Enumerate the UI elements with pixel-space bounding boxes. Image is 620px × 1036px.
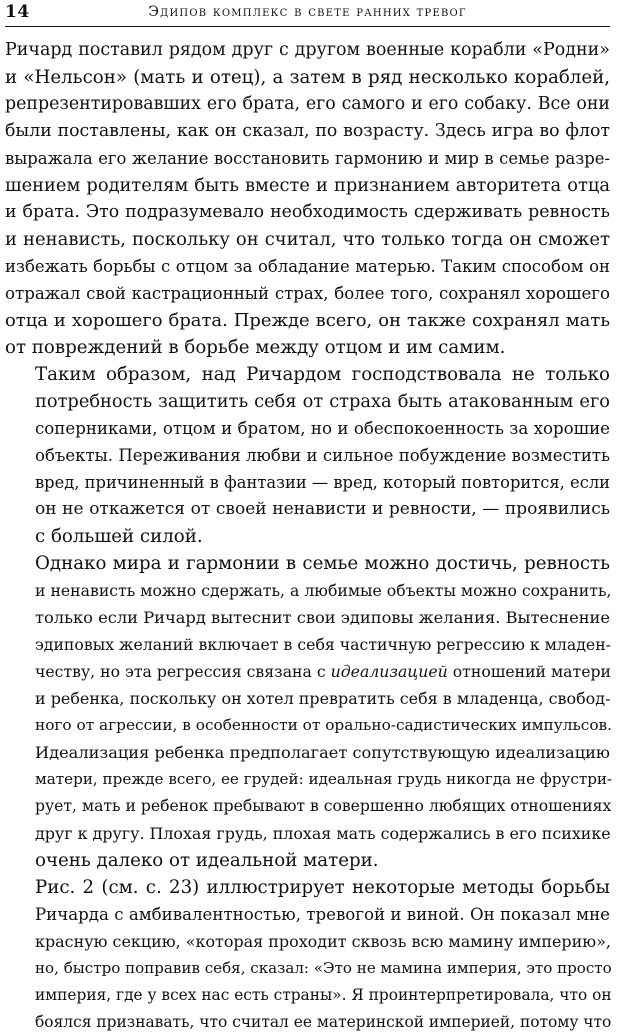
paragraph [5, 550, 613, 874]
text-line: только если Ричард вытеснит свои эдиповы желания. Вытеснение [35, 608, 610, 627]
paragraph [5, 874, 610, 1036]
text-line: шением родителям быть вместе и признанием авторитета отца [5, 175, 610, 196]
text-line: Рис. 2 (см. с. 23) иллюстрирует некоторые методы борьбы [35, 877, 610, 898]
text-line: и «Нельсон» (мать и отец), а затем в ряд несколько кораблей, [5, 67, 610, 88]
text-line: выражала его желание восстановить гармонию и мир в семье разре- [5, 149, 610, 168]
text-line: друг к другу. Плохая грудь, плохая мать содержались в его психике [35, 824, 611, 843]
text-line: честву, но эта регрессия связана с идеализацией отношений матери [35, 662, 611, 681]
text-line: с большей силой. [35, 526, 203, 547]
text-line: империя, где у всех нас есть страны». Я проинтерпретировала, что он [35, 986, 612, 1004]
text-line: отца и хорошего брата. Прежде всего, он также сохранял мать [5, 310, 610, 331]
text-line: Идеализация ребенка предполагает сопутствующую идеализацию [35, 743, 610, 762]
emphasis: идеализацией [330, 662, 448, 681]
text-line: и ребенка, поскольку он хотел превратить себя в младенца, свобод- [35, 689, 611, 708]
text-line: очень далеко от идеальной матери. [35, 850, 379, 871]
text-line: боялся признавать, что считал ее материнской империей, потому что [35, 1013, 612, 1031]
body-text [5, 37, 613, 1036]
text-line: Ричард поставил рядом друг с другом военные корабли «Родни» [5, 40, 610, 60]
text-line: объекты. Переживания любви и сильное побуждение возместить [35, 446, 610, 465]
text-line: избежать борьбы с отцом за обладание матерью. Таким способом он [5, 257, 610, 276]
running-header [5, 0, 610, 27]
text-line: от повреждений в борьбе между отцом и им самим. [5, 337, 506, 358]
text-line: Ричарда с амбивалентностью, тревогой и виной. Он показал мне [35, 905, 610, 924]
text-line: были поставлены, как он сказал, по возрасту. Здесь игра во флот [5, 121, 610, 141]
text-line: отражал свой кастрационный страх, более того, сохранял хорошего [5, 284, 610, 303]
text-line: матери, прежде всего, ее грудей: идеальная грудь никогда не фрустри- [35, 770, 613, 788]
text-line: Таким образом, над Ричардом господствовала не только [35, 364, 610, 385]
text-line: и ненависть можно сдержать, а любимые объекты можно сохранить, [35, 581, 612, 600]
paragraph [5, 361, 610, 550]
text-line: он не откажется от своей ненависти и ревности, — проявились [35, 499, 610, 519]
running-title: Эдипов комплекс в свете ранних тревог [148, 4, 467, 20]
text-line: вред, причиненный в фантазии — вред, который повторится, если [35, 473, 611, 492]
text-line: и брата. Это подразумевало необходимость сдерживать ревность [5, 202, 610, 222]
text-line: соперниками, отцом и братом, но и обеспокоенность за хорошие [35, 419, 610, 438]
text-line: эдиповых желаний включает в себя частичную регрессию к младен- [35, 635, 611, 654]
text-line: рует, мать и ребенок пребывают в совершенно любящих отношениях [35, 797, 612, 815]
text-line: репрезентировавших его брата, его самого и его собаку. Все они [5, 94, 610, 114]
paragraph [5, 37, 610, 361]
text-line: и ненависть, поскольку он считал, что только тогда он сможет [5, 229, 610, 250]
text-line: ного от агрессии, в особенности от орально-садистических импульсов. [35, 716, 613, 734]
text-line: но, быстро поправив себя, сказал: «Это не мамина империя, это просто [35, 959, 612, 977]
text-line: Однако мира и гармонии в семье можно достичь, ревность [35, 553, 610, 574]
page-number: 14 [5, 2, 30, 22]
text-line: потребность защитить себя от страха быть атакованным его [35, 391, 610, 412]
text-line: красную секцию, «которая проходит сквозь всю мамину империю», [35, 932, 611, 951]
